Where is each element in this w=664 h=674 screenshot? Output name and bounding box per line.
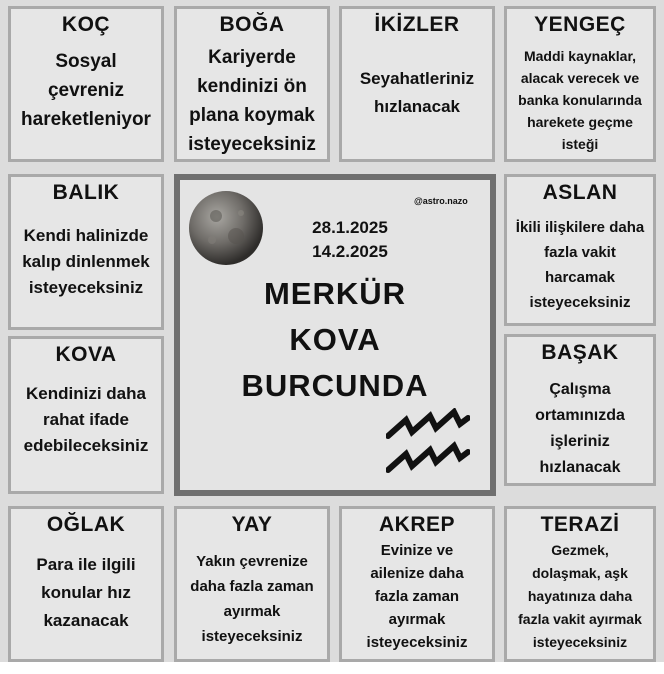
headline-line-3: BURCUNDA — [241, 368, 429, 403]
sign-title: AKREP — [378, 513, 455, 536]
sign-text: Yakın çevrenize daha fazla zaman ayırmak isteyeceksiniz — [190, 553, 314, 645]
sign-card-koc — [8, 6, 164, 162]
sign-card-oglak — [8, 506, 164, 662]
sign-card-aslan — [504, 174, 656, 326]
sign-title: ASLAN — [542, 181, 618, 204]
sign-title: KOÇ — [61, 13, 111, 36]
headline-line-2: KOVA — [289, 322, 381, 357]
sign-text: Maddi kaynaklar, alacak verecek ve banka konularında harekete geçme isteği — [518, 48, 642, 152]
date-start: 28.1.2025 — [312, 218, 388, 237]
sign-text: Kariyerde kendinizi ön plana koymak isteyeceksiniz — [188, 47, 316, 155]
sign-title: BALIK — [52, 181, 120, 204]
sign-card-terazi — [504, 506, 656, 662]
sign-text: Sosyal çevreniz hareketleniyor — [21, 51, 151, 130]
sign-text: Evinize ve ailenize daha fazla zaman ayırmak isteyeceksiniz — [366, 542, 468, 651]
headline-line-1: MERKÜR — [263, 276, 407, 311]
sign-title: TERAZİ — [540, 513, 620, 536]
mercury-planet-icon — [186, 188, 266, 268]
sign-title: KOVA — [55, 343, 117, 366]
sign-card-kova — [8, 336, 164, 494]
date-end: 14.2.2025 — [312, 242, 388, 261]
center-panel — [174, 174, 496, 496]
sign-title: OĞLAK — [46, 513, 126, 536]
sign-title: BAŞAK — [541, 341, 619, 364]
sign-card-balik — [8, 174, 164, 330]
sign-card-akrep — [339, 506, 495, 662]
sign-title: İKİZLER — [374, 13, 460, 36]
sign-card-ikizler — [339, 6, 495, 162]
sign-text: Kendi halinizde kalıp dinlenmek isteyeceksiniz — [22, 226, 150, 297]
sign-text: Gezmek, dolaşmak, aşk hayatınıza daha fazla vakit ayırmak isteyeceksiniz — [518, 542, 642, 650]
sign-title: YAY — [231, 513, 273, 536]
account-handle: @astro.nazo — [414, 196, 468, 206]
sign-card-basak — [504, 334, 656, 486]
sign-text: Para ile ilgili konular hız kazanacak — [36, 555, 136, 630]
aquarius-glyph-icon — [386, 408, 470, 478]
sign-title: BOĞA — [219, 13, 285, 36]
sign-card-yengec — [504, 6, 656, 162]
sign-title: YENGEÇ — [534, 13, 626, 36]
sign-card-boga — [174, 6, 330, 162]
sign-text: Çalışma ortamınızda işleriniz hızlanacak — [535, 381, 625, 476]
sign-text: Seyahatleriniz hızlanacak — [359, 69, 475, 116]
sign-text: İkili ilişkilere daha fazla vakit harcamak isteyeceksiniz — [515, 219, 645, 311]
sign-text: Kendinizi daha rahat ifade edebileceksiniz — [23, 384, 149, 455]
sign-card-yay — [174, 506, 330, 662]
